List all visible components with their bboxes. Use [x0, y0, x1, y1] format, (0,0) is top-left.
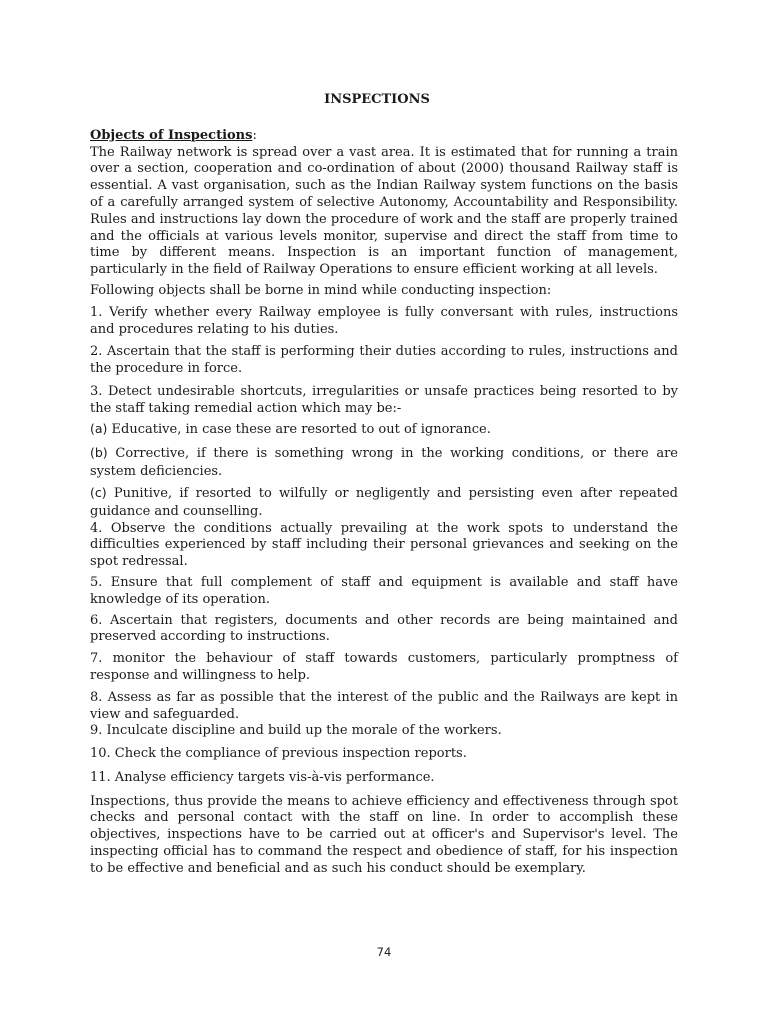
sub-item-c [90, 485, 678, 521]
sub-item-a-marker: (a) [90, 420, 108, 436]
page-number: 74 [376, 945, 392, 959]
document-body [90, 92, 678, 878]
list-item-2: 2. Ascertain that the staff is performing their duties according to rules, instructions and the procedure in force. [90, 344, 678, 377]
list-item-11: 11. Analyse efficiency targets vis-à-vis performance. [90, 769, 435, 785]
page-title: INSPECTIONS [324, 92, 430, 107]
sub-item-b [90, 445, 678, 481]
sub-item-b-text: Corrective, if there is something wrong in the working conditions, or there are system deficiencies. [90, 446, 678, 480]
sub-item-c-text: Punitive, if resorted to wilfully or negligently and persisting even after repeated guidance and counselling. [90, 485, 678, 519]
list-item-7: 7. monitor the behaviour of staff towards customers, particularly promptness of response and willingness to help. [90, 651, 678, 683]
list-item-3: 3. Detect undesirable shortcuts, irregularities or unsafe practices being resorted to by the staff taking remedial action which may be:- [90, 383, 678, 416]
list-item-10: 10. Check the compliance of previous inspection reports. [90, 746, 467, 762]
intro-paragraph: The Railway network is spread over a vast area. It is estimated that for running a train over a section, cooperation and co-ordination of about (2000) thousand Railway staff is essential. A vast organisation, such as the Indian Railway system functions on the basis of a carefully arranged system of selective Autonomy, Accountability and Responsibility. Rules and instructions lay down the procedure of work and the staff are properly trained and the officials at various levels monitor, supervise and direct the staff from time to time by different means. Inspection is an important function of management, particularly in the field of Railway Operations to ensure efficient working at all levels. [90, 144, 678, 278]
list-item-1: 1. Verify whether every Railway employee is fully conversant with rules, instructions and procedures relating to his duties. [90, 304, 678, 337]
sub-item-c-marker: (c) [90, 484, 107, 500]
list-item-6: 6. Ascertain that registers, documents and other records are being maintained and preserved according to instructions. [90, 612, 678, 645]
list-item-4: 4. Observe the conditions actually prevailing at the work spots to understand the difficulties experienced by staff including their personal grievances and seeking on the spot redressal. [90, 520, 678, 570]
following-line: Following objects shall be borne in mind while conducting inspection: [90, 282, 552, 298]
list-item-5: 5. Ensure that full complement of staff and equipment is available and staff have knowledge of its operation. [90, 574, 678, 607]
sub-item-a [90, 421, 678, 439]
sub-item-b-marker: (b) [90, 445, 108, 461]
objects-heading [90, 128, 678, 145]
sub-item-a-text: Educative, in case these are resorted to out of ignorance. [107, 421, 491, 437]
objects-heading-text: Objects of Inspections [90, 127, 253, 143]
list-item-9: 9. Inculcate discipline and build up the morale of the workers. [90, 723, 502, 739]
closing-paragraph: Inspections, thus provide the means to achieve efficiency and effectiveness through spot checks and personal contact with the staff on line. In order to accomplish these objectives, inspections have to be carried out at officer's and Supervisor's level. The inspecting official has to command the respect and obedience of staff, for his inspection to be effective and beneficial and as such his conduct should be exemplary. [90, 793, 678, 876]
list-item-8: 8. Assess as far as possible that the interest of the public and the Railways are kept in view and safeguarded. [90, 689, 678, 722]
objects-heading-colon: : [252, 127, 257, 143]
